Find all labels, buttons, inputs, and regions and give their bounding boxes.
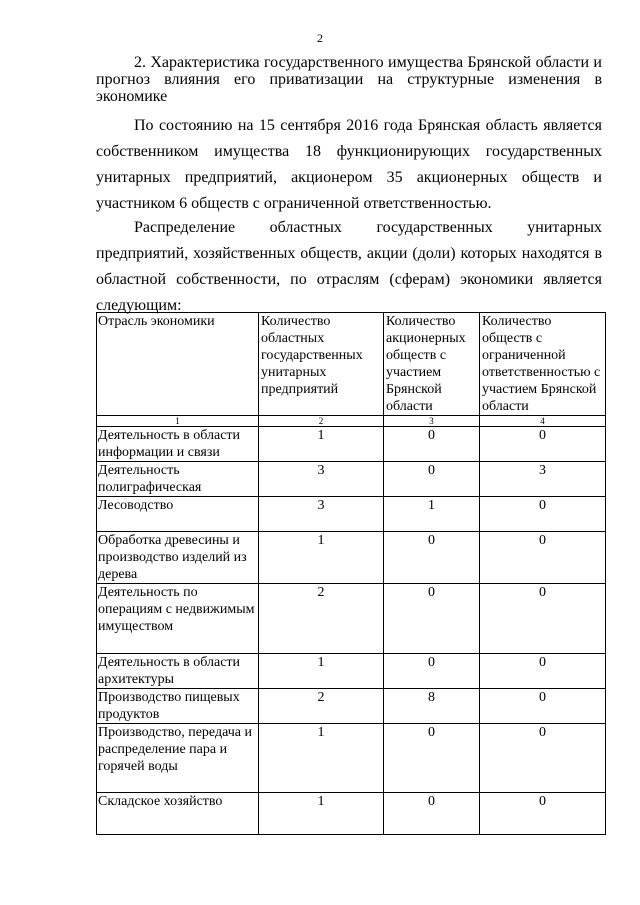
table-row — [97, 724, 606, 793]
cell-ao: 1 — [384, 497, 480, 532]
cell-sector: Деятельность в области информации и связи — [97, 427, 259, 462]
cell-ooo: 0 — [480, 793, 606, 835]
table-row — [97, 427, 606, 462]
cell-gup: 1 — [259, 793, 384, 835]
cell-ooo: 0 — [480, 654, 606, 689]
cell-sector: Складское хозяйство — [97, 793, 259, 835]
cell-sector: Производство, передача и распределение пара и горячей воды — [97, 724, 259, 793]
cell-gup: 2 — [259, 584, 384, 654]
cell-ooo: 0 — [480, 497, 606, 532]
cell-gup: 1 — [259, 654, 384, 689]
header-sector: Отрасль экономики — [97, 313, 259, 416]
cell-ooo: 0 — [480, 584, 606, 654]
cell-ao: 0 — [384, 654, 480, 689]
column-number: 3 — [384, 416, 480, 427]
cell-ooo: 0 — [480, 689, 606, 724]
table-row — [97, 654, 606, 689]
header-gup-count: Количество областных государственных унитарных предприятий — [259, 313, 384, 416]
paragraph-ownership: По состоянию на 15 сентября 2016 года Брянская область является собственником имущества 18 функционирующих государственных унитарных предприятий, акционером 35 акционерных обществ и участником 6 обществ с ограниченной ответственностью. — [96, 117, 602, 212]
paragraph-distribution: Распределение областных государственных унитарных предприятий, хозяйственных обществ, акции (доли) которых находятся в областной собственности, по отраслям (сферам) экономики является следующим: — [96, 219, 602, 314]
table-row — [97, 793, 606, 835]
table-header-row — [97, 313, 606, 416]
column-number: 4 — [480, 416, 606, 427]
cell-ooo: 0 — [480, 532, 606, 584]
table-row — [97, 462, 606, 497]
table-row — [97, 689, 606, 724]
cell-sector: Производство пищевых продуктов — [97, 689, 259, 724]
cell-ao: 0 — [384, 462, 480, 497]
cell-sector: Деятельность полиграфическая — [97, 462, 259, 497]
cell-ao: 0 — [384, 427, 480, 462]
column-number: 1 — [97, 416, 259, 427]
cell-gup: 1 — [259, 724, 384, 793]
cell-ao: 0 — [384, 724, 480, 793]
cell-ao: 0 — [384, 532, 480, 584]
cell-sector: Деятельность в области архитектуры — [97, 654, 259, 689]
column-number-row — [97, 416, 606, 427]
cell-ooo: 3 — [480, 462, 606, 497]
cell-sector: Обработка древесины и производство изделий из дерева — [97, 532, 259, 584]
table-row — [97, 584, 606, 654]
header-ao-count: Количество акционерных обществ с участием Брянской области — [384, 313, 480, 416]
column-number: 2 — [259, 416, 384, 427]
table-row — [97, 532, 606, 584]
sector-distribution-table — [96, 312, 606, 835]
cell-gup: 3 — [259, 462, 384, 497]
cell-ao: 0 — [384, 584, 480, 654]
header-ooo-count: Количество обществ с ограниченной ответственностью с участием Брянской области — [480, 313, 606, 416]
cell-sector: Лесоводство — [97, 497, 259, 532]
cell-gup: 2 — [259, 689, 384, 724]
cell-gup: 3 — [259, 497, 384, 532]
cell-ao: 0 — [384, 793, 480, 835]
section-heading: 2. Характеристика государственного имущества Брянской области и прогноз влияния его приватизации на структурные изменения в экономике — [96, 54, 602, 105]
cell-ooo: 0 — [480, 724, 606, 793]
page-number: 2 — [317, 31, 323, 45]
cell-gup: 1 — [259, 532, 384, 584]
cell-ao: 8 — [384, 689, 480, 724]
cell-sector: Деятельность по операциям с недвижимым имуществом — [97, 584, 259, 654]
cell-gup: 1 — [259, 427, 384, 462]
cell-ooo: 0 — [480, 427, 606, 462]
table-row — [97, 497, 606, 532]
